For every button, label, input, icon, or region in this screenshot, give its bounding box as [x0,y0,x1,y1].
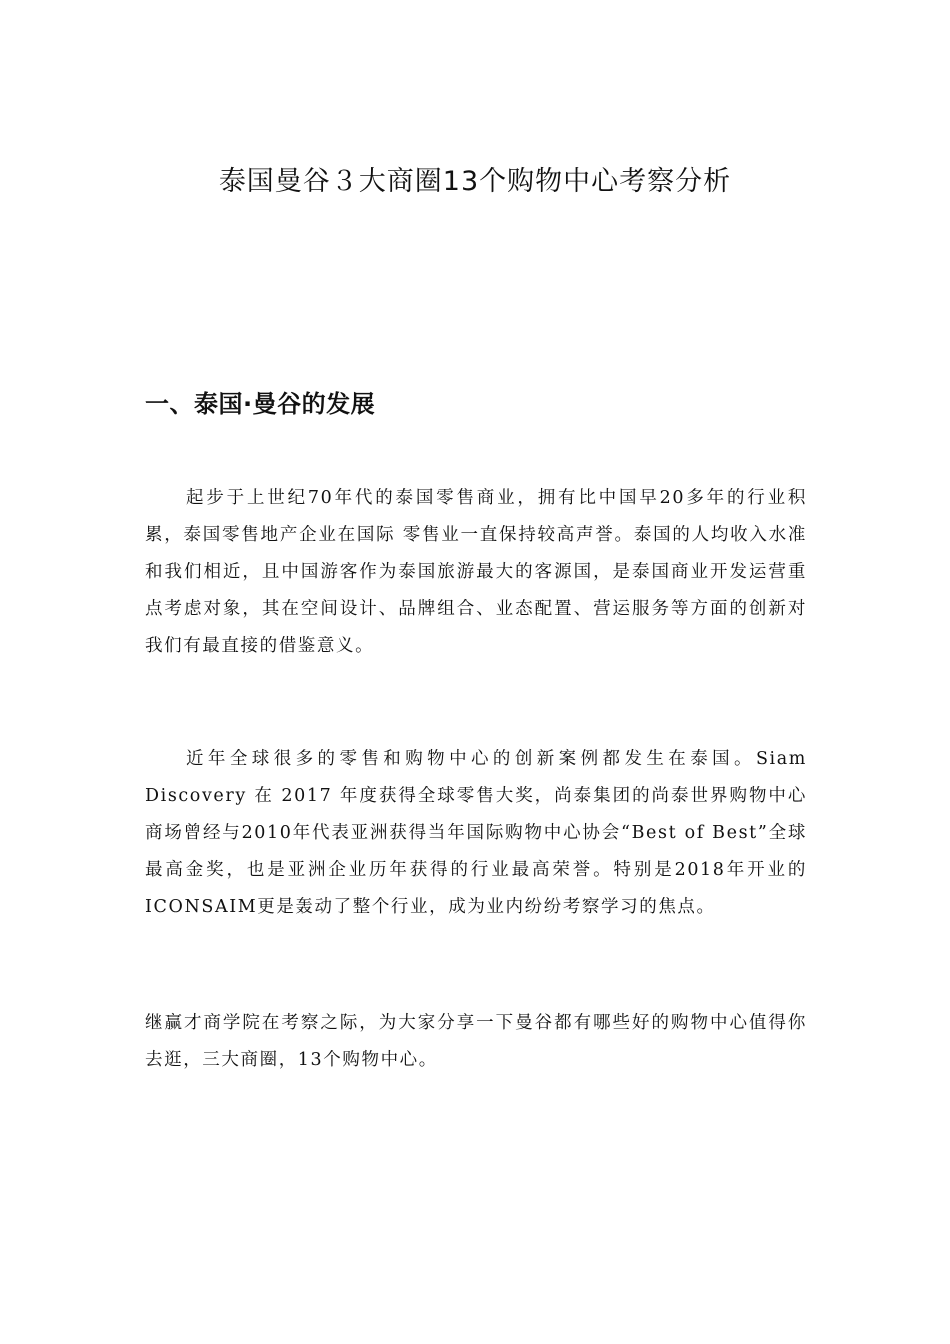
section-heading: 一、泰国·曼谷的发展 [145,390,376,418]
paragraph-summary: 继赢才商学院在考察之际，为大家分享一下曼谷都有哪些好的购物中心值得你去逛，三大商圈，13个购物中心。 [145,1013,807,1070]
paragraph-innovation: 近年全球很多的零售和购物中心的创新案例都发生在泰国。Siam Discovery 在 2017 年度获得全球零售大奖，尚泰集团的尚泰世界购物中心商场曾经与2010年代表亚洲获得当年国际购物中心协会“Best of Best”全球最高金奖，也是亚洲企业历年获得的行业最高荣誉。特别是2018年开业的ICONSAIM更是轰动了整个行业，成为业内纷纷考察学习的焦点。 [145,749,807,917]
document-title: 泰国曼谷３大商圈13个购物中心考察分析 [218,166,732,197]
paragraph-intro: 起步于上世纪70年代的泰国零售商业，拥有比中国早20多年的行业积累，泰国零售地产企业在国际 零售业一直保持较高声誉。泰国的人均收入水准和我们相近，且中国游客作为泰国旅游最大的客源国，是泰国商业开发运营重点考虑对象，其在空间设计、品牌组合、业态配置、营运服务等方面的创新对我们有最直接的借鉴意义。 [145,488,807,656]
